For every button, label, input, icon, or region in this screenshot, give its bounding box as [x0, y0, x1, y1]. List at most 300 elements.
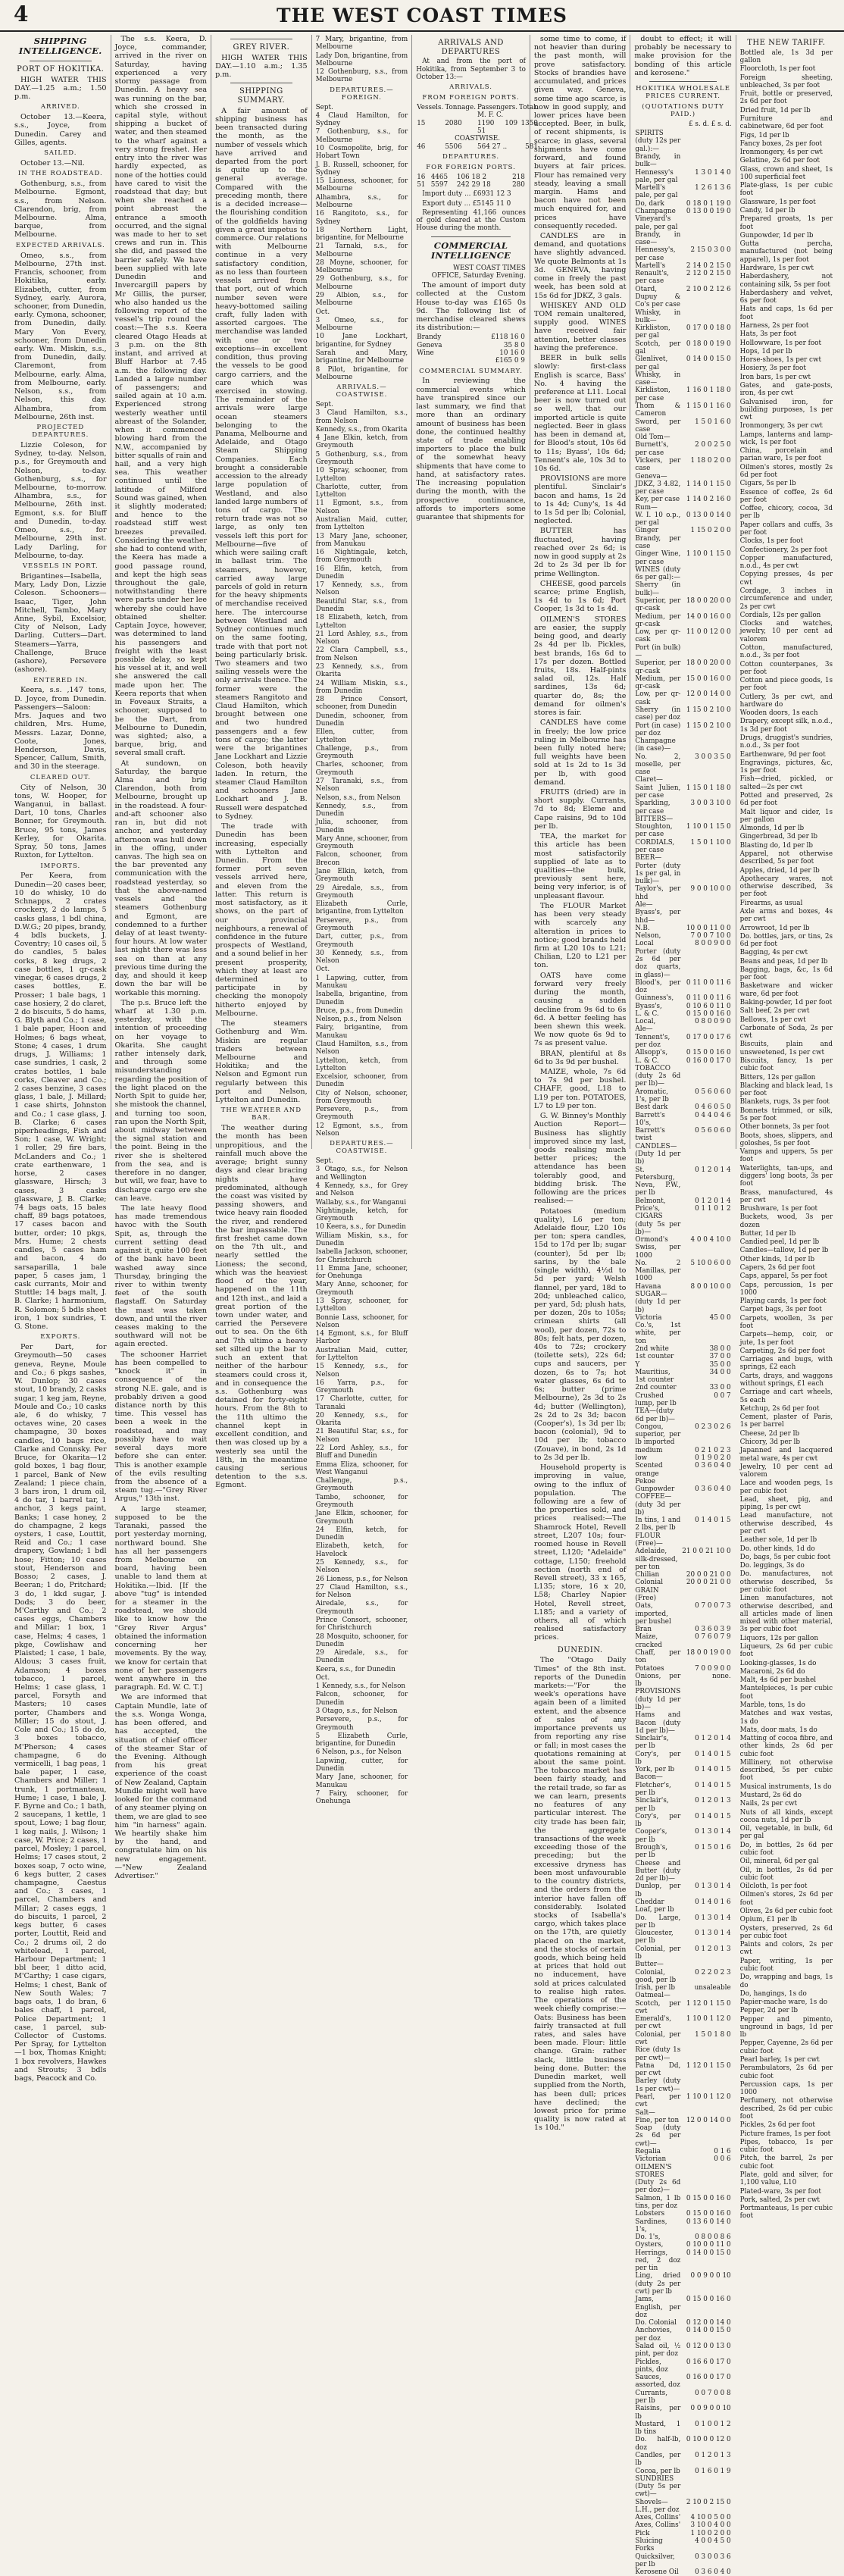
news-paragraph: The schooner Harriet has been compelled to "knock it" in consequence of the strong N.E. gale, and is probably driven a good distance north by this time. This vessel has been a week in the roadstead, and may possibly have to wait several days more before she can enter. This is another example of the evils resulting from the absence of a steam tug.—"Grey River Argus," 13th inst.	[114, 1350, 208, 1504]
list-item: Ellen, cutter, from Lyttelton	[315, 728, 408, 744]
weather-heading: THE WEATHER AND BAR.	[220, 1106, 302, 1122]
list-item: Axle arms and boxes, 4s per cwt	[739, 907, 833, 924]
price-item: Irish, per lb	[635, 1984, 675, 1992]
price-value: 0 1 4 0 1 5	[695, 1750, 731, 1758]
projected-text: Lizzie Coleson, for Sydney, to-day. Nelson, p.s., for Greymouth and Nelson, to-day. Gothenburg, s.s., for Melbourne, to-morrow. Alhambra, s.s., for Melbourne, 26th inst. Egmont, s.s. for Bluff and Dunedin, to-day. Omeo, s.s., for Melbourne, 29th inst. Lady Darling, for Melbourne, to-day.	[14, 440, 107, 560]
list-item: Do, bags, 5s per cubic foot	[739, 1553, 831, 1561]
price-value: 37 0 0	[709, 1353, 731, 1361]
list-item: Marble, tons, 1s do	[739, 1701, 805, 1709]
projected-label: PROJECTED DEPARTURES.	[32, 424, 89, 439]
price-value: 2 0 0 2 5 0	[695, 441, 731, 449]
list-item: Clocks, 1s per foot	[739, 537, 803, 546]
price-item: Congou, superior, per lb imported	[635, 1423, 681, 1447]
arrivals-departures-heading: ARRIVALS AND DEPARTURES	[438, 39, 504, 56]
price-item: CORDIALS, per case	[635, 838, 675, 854]
price-value: 0 5 6 0 6 0	[695, 1088, 731, 1096]
list-item: Lamps, lanterns and lamp-wick, 1s per foot	[739, 430, 833, 446]
list-item: Apothecary wares, not otherwise described, 3s per foot	[739, 875, 833, 899]
price-value	[681, 2046, 731, 2062]
cleared-label: CLEARED OUT.	[30, 773, 91, 781]
price-item: Dunlop, per lb	[635, 1883, 681, 1898]
price-value: 0 3 6 0 4 0	[695, 2568, 731, 2576]
price-item: Old Tom—	[635, 434, 671, 442]
list-item: BEER in bulk sells slowly: first-class English is scarce, Bass' No. 4 having the preference at L11. Local beer is now turned out so well, that our imported article is quite neglected. Beer in glass has been in demand at, for Blood's stout, 10s 6d to 11s; Byass', 10s 6d; Tennent's ale, 10s 3d to 10s 6d.	[533, 354, 627, 473]
list-item: Almonds, 1d per lb	[739, 825, 805, 833]
list-item: Glassware, 1s per foot	[739, 198, 816, 206]
price-row	[634, 1143, 731, 1166]
price-item: Cocoa, per lb	[635, 2467, 680, 2475]
price-value: 0 8 0 0 8 6	[695, 2233, 731, 2242]
price-value	[681, 1992, 731, 1999]
price-value	[681, 153, 731, 169]
price-row	[634, 1454, 731, 1462]
list-item: Persevere, p.s., for Greymouth	[315, 1716, 408, 1732]
list-item: Gingerbread, 3d per lb	[739, 833, 818, 841]
price-row	[634, 2031, 731, 2047]
price-item: Aromatic, 1's, per lb	[635, 1088, 669, 1103]
list-item: Claud Hamilton, s.s., from Nelson	[315, 1040, 408, 1056]
price-value: 3 10 0 4 0 0	[690, 2521, 731, 2530]
list-item: Hats, 3s per foot	[739, 330, 797, 339]
price-row	[634, 940, 731, 947]
price-item: 2nd counter	[635, 1384, 677, 1392]
divider	[431, 236, 511, 237]
list-item: Do, hangings, 1s do	[739, 1989, 807, 1998]
list-item: Cement, plaster of Paris, 1s per barrel	[739, 1413, 833, 1429]
list-item: Copper manufactured, n.o.d., 4s per cwt	[739, 554, 833, 571]
list-item: 11 Egmont, s.s., from Nelson	[315, 499, 408, 515]
price-item: Glenlivet, per gal	[635, 355, 668, 371]
price-row	[634, 2164, 731, 2195]
price-item: Superior, per qr-cask	[635, 597, 681, 613]
price-item: Low, per qr-cask	[635, 690, 681, 706]
arrivals-label: ARRIVALS.	[449, 83, 492, 92]
table-cell: 106 18 2	[456, 173, 487, 181]
price-row	[634, 153, 731, 169]
list-item: Harness, 2s per foot	[739, 321, 809, 330]
price-value: 7 0 0 7 10 0	[690, 932, 731, 941]
price-item: Cooper's, per lb	[635, 1828, 667, 1844]
list-item: Carpeting, 2s 6d per foot	[739, 1347, 826, 1355]
price-item: WINES (duty 6s per gal):—	[635, 565, 681, 582]
price-value	[681, 2475, 731, 2499]
price-item: Barley (duty 1s per cwt)—	[635, 2077, 681, 2093]
list-item: OILMEN'S STORES are easier, the supply being good, and dearly 2s 4d per lb. Pickles, best brands, 16s 6d to 17s per dozen. Bottled fruits, 18s. Half-pints salad oil, 12s. Half sardines, 13s 6d; quarter do, 8s; the demand for oilmen's stores is fair.	[533, 615, 627, 718]
arrivals-table	[416, 104, 539, 151]
list-item: Dunedin, schooner, from Dunedin	[315, 712, 408, 728]
price-value: 0 14 0 0 15 0	[686, 2327, 731, 2335]
table-cell: 564 27 ..	[477, 142, 508, 151]
price-row	[634, 1673, 731, 1689]
price-value: 38 0 0	[709, 1345, 731, 1353]
list-item: 12 Egmont, s.s., from Nelson	[315, 1122, 408, 1138]
price-value	[681, 2164, 731, 2195]
list-item: Firearms, as usual	[739, 899, 803, 907]
price-row	[634, 1649, 731, 1665]
table-cell: 16	[417, 173, 426, 181]
price-item: Anchovies, per doz	[635, 2327, 672, 2343]
price-value: 1 10 0 1 15 0	[686, 823, 731, 831]
price-value: 11 0 0 12 0 0	[686, 628, 731, 637]
price-row	[634, 2109, 731, 2117]
price-row	[634, 1711, 731, 1735]
price-item: Quicksilver, per lb	[635, 2553, 675, 2568]
list-item: Jane Elkin, schooner, for Greymouth	[315, 1510, 408, 1526]
list-item: Dart, cutter, p.s., from Greymouth	[315, 933, 408, 949]
list-item: Gutta percha, manufactured (not being apparel), 1s per foot	[739, 240, 833, 264]
price-item: Salad oil, ½ pint, per doz	[635, 2343, 681, 2358]
list-item: 16 Yarra, p.s., for Greymouth	[315, 1379, 408, 1395]
list-item: Jane Elkin, ketch, from Greymouth	[315, 868, 408, 884]
exports-label: EXPORTS.	[40, 1333, 81, 1341]
price-row	[634, 675, 731, 691]
price-item: Champagne Vineyard's pale, per gal	[635, 207, 678, 231]
list-item: 29 Airedale, s.s., for Dunedin	[315, 1649, 408, 1665]
list-item: Matches and wax vestas, 1s do	[739, 1710, 833, 1726]
tariff-heading: THE NEW TARIFF.	[747, 39, 826, 47]
price-value: 1 12 0 1 15 0	[686, 1999, 731, 2008]
price-row	[634, 2374, 731, 2390]
price-value: 0 16 0 0 17 0	[686, 1056, 731, 1065]
price-item: Hams and Bacon (duty 1d per lb)—	[635, 1711, 681, 1735]
price-row	[634, 1025, 731, 1033]
price-value	[681, 473, 731, 480]
import-duty: Import duty ... £6931 12 3	[422, 190, 511, 199]
price-value: 12 0 0 14 0 0	[686, 2116, 731, 2124]
price-row	[634, 2499, 731, 2515]
price-item: GRAIN (Free)	[635, 1586, 659, 1602]
price-item: N.B.	[635, 924, 650, 932]
list-item: Wallaby, s.s., for Wanganui	[315, 1198, 407, 1207]
duty-item: Geneva	[417, 341, 442, 349]
shipping-heading: SHIPPING INTELLIGENCE.	[18, 36, 102, 57]
list-item: Cutlery, 3s per cwt, and hardware do	[739, 693, 833, 709]
price-value: 15 0 0 16 0 0	[686, 675, 731, 683]
price-item: Brandy, in bulk—	[635, 152, 681, 169]
price-value: 0 13 6 0 14 0	[686, 2218, 731, 2226]
price-item: Colonial, good, per lb	[635, 1968, 677, 1984]
list-item: Horse-shoes, 1s per cwt	[739, 356, 822, 365]
list-item: Essence of coffee, 2s 6d per foot	[739, 488, 833, 504]
price-value: 0 7 0 0 7 3	[695, 1602, 731, 1610]
table-cell: 581	[525, 142, 538, 151]
price-row	[634, 776, 731, 784]
list-item: Sept.	[315, 103, 333, 111]
price-row	[634, 1384, 731, 1391]
list-item: 18 Northern Light, brigantine, for Melbourne	[315, 226, 408, 243]
table-header: Total.	[519, 104, 538, 112]
price-item: Price's,	[635, 1204, 661, 1213]
price-row	[634, 130, 731, 153]
news-paragraph: The p.s. Bruce left the wharf at 1.30 p.m. yesterday, with the intention of proceeding on her voyage to Okarita. She caught rather intensely dark, and through some misunderstanding regarding the position of the light placed on the North Spit to guide her, she mistook the channel, and turning too soon, ran upon the North Spit, about midway between the signal station and the point. Being in the river she is sheltered from the sea, and is therefore in no danger, but will, we fear, have to discharge cargo ere she can leave.	[114, 998, 208, 1203]
price-item: Victoria Co.'s, 1st white, per ton	[635, 1313, 681, 1345]
price-value: 18 0 0 20 0 0	[686, 597, 731, 605]
price-value: 0 16 0 0 17 0	[686, 2374, 731, 2382]
list-item: FRUITS (dried) are in short supply. Currants, 7d to 8d; Eleme and Cape raisins, 9d to 10d per lb.	[533, 788, 627, 831]
price-value: 0 1 4 0 1 5	[695, 1516, 731, 1525]
price-item: Best dark	[635, 1103, 668, 1112]
list-item: Cordials, 12s per gallon	[739, 611, 821, 619]
list-item: Dried fruit, 1d per lb	[739, 106, 811, 114]
list-item: Other kinds, 1d per lb	[739, 1255, 815, 1263]
imports-text: Per Keera, from Dunedin—20 cases beer, 10 do whisky, 10 do Schnapps, 2 crates crockery, 2 do lamps, 5 casks glass, 1 bdl china, D.W.G.; 20 pipes, brandy, 4 bdls buckets, J. Coventry; 10 cases oil, 5 do candles, 5 bales corks, 8 keg drugs, 2 case bottles, 1 qr-cask vinegar, 6 cases drugs, 2 cases bottles, E. Prosser; 1 bale bags, 1 case hosiery, 2 do claret, 2 do biscuits, 5 do hams, G. Blyth and Co.; 1 case, 1 bale paper, Hoon and Holmes; 6 bags wheat, Stone; 4 cases, 1 drum drugs, J. Williams; 1 case sundries, 1 cask, 2 crates bottles, 1 bale corks, Cleaver and Co.; 2 cases benzine, 3 cases glass, 1 bale, J. Millard; 1 case shirts, Johnston and Co.; 1 case glass, J. B. Clarke; 6 cases piperheadings, Fish and Son; 1 case, W. Wright; 1 roller, 29 fire bars, McLanders and Co.; 1 crate earthenware, 1 horse, 2 cases glassware, Hirsch; 3 cases, 3 casks glassware, J. B. Clarke; 74 bags oats, 15 bales chaff, 89 bags potatoes, 17 cases bacon and butter, order; 10 pkgs, Mrs. Hume; 2 chests candles, 5 cases ham and bacon, 4 do sarsaparilla, 1 bale paper, 5 cases jam, 1 cask currants, Moir and Stuttle; 14 bags malt, J. B. Clarke; 1 harmonium, R. Solomon; 5 bdls sheet iron, 1 box sundries, T. G. Stone.	[14, 872, 107, 1332]
price-value: 0 0 6	[714, 2155, 731, 2164]
price-item: Oysters,	[635, 2241, 664, 2249]
list-item: Picture frames, 1s per foot	[739, 2130, 831, 2138]
price-row	[634, 2210, 731, 2218]
entered-text: Keera, s.s. ,147 tons, D. Joyce, from Dunedin. Passengers—Saloon: Mrs. Jaques and two children, Mrs. Hume, Messrs. Lazar, Donne, Coote, Jones, Henderson, Davis, Spencer, Callum, Smith, and 30 in the steerage.	[14, 686, 107, 772]
column-6	[530, 35, 631, 2133]
price-item: Ling, dried (duty 2s per cwt) per lb	[635, 2272, 681, 2296]
price-value: 0 14 0 0 15 0	[686, 2249, 731, 2257]
list-item: CANDLES are in demand, and quotations have slightly advanced. We quote Belmonts at 1s 3d. GENEVA, having come in freely the past week, has been sold at 15s 6d for JDKZ, 3 gals.	[533, 232, 627, 300]
price-value: 0 1 9 0 2 0	[695, 1454, 731, 1462]
list-item: Elizabeth, ketch, for Havelock	[315, 1542, 408, 1558]
price-item: Oatmeal—	[635, 1992, 671, 2000]
price-value: 0 1 0 0 1 2	[695, 2420, 731, 2428]
price-value: 33 0 0	[709, 1384, 731, 1392]
price-row	[634, 901, 731, 909]
price-item: Kerosene Oil	[635, 2568, 679, 2576]
price-row	[634, 1361, 731, 1369]
list-item: Plated-ware, 3s per foot	[739, 2187, 821, 2196]
price-row	[634, 1797, 731, 1813]
grey-river-high-water: HIGH WATER THIS DAY.—1.10 a.m.; 1.35 p.m.	[215, 53, 308, 80]
price-row	[634, 1018, 731, 1025]
list-item: Bitters, 12s per gallon	[739, 1073, 816, 1081]
list-item: Challenge, p.s., from Greymouth	[315, 744, 408, 761]
price-value: 0 1 2 0 1 4	[695, 1197, 731, 1205]
price-value: 4 10 0 5 0 0	[690, 2514, 731, 2522]
list-item: Percussion caps, 1s per 1000	[739, 2080, 833, 2097]
price-value: 0 3 6 0 3 9	[695, 1626, 731, 1634]
list-item: BUTTER has fluctuated, having reached over 2s 6d; is now in good supply at 2s 2d to 2s 3d per lb for prime Wellington.	[533, 527, 627, 578]
table-header: Tonnage.	[445, 104, 477, 112]
list-item: BRAN, plentiful at 8s 6d to 3s 9d per bushel.	[533, 1049, 627, 1066]
price-item: Burnett's, per case	[635, 441, 669, 457]
price-value: 0 2 3 0 2 6	[695, 1423, 731, 1431]
list-item: Candy, 1d per lb	[739, 207, 796, 215]
price-item: Currants, per lb	[635, 2389, 667, 2405]
price-row	[634, 2319, 731, 2327]
price-value	[681, 1213, 731, 1236]
list-item: Cotton, manufactured, n.o.d., 3s per foot	[739, 643, 833, 660]
table-cell: 5597	[430, 180, 449, 189]
price-value: 0 1 5 0 1 6	[695, 1844, 731, 1851]
price-item: Ale—	[635, 900, 653, 909]
price-item: St. Petersburg, Neva, P.W., per lb	[635, 1166, 681, 1197]
price-row	[634, 1579, 731, 1586]
list-item: 16 Rangitoto, s.s., for Sydney	[315, 210, 408, 226]
list-item: Pipes, tobacco, 1s per cubic foot	[739, 2138, 833, 2155]
departures-table	[416, 174, 526, 189]
price-value	[681, 231, 731, 247]
price-item: Do. 1's,	[635, 2233, 661, 2242]
price-item: CANDLES—(Duty 1d per lb)	[635, 1142, 681, 1166]
price-item: PROVISIONS (duty 1d per lb)—	[635, 1688, 681, 1711]
price-value: 1 15 0 2 0 0	[690, 527, 731, 535]
list-item: Musical instruments, 1s do	[739, 1783, 832, 1791]
duty-amount: 10 16 0	[499, 349, 525, 357]
list-item: 21 Beautiful Star, s.s., for Nelson	[315, 1428, 408, 1444]
price-row	[634, 1571, 731, 1579]
price-value: 0 1 2 0 1 3	[695, 1797, 731, 1805]
list-item: Floorcloth, 1s per foot	[739, 65, 816, 74]
price-row	[634, 706, 731, 722]
list-item: Carpet bags, 3s per foot	[739, 1306, 822, 1314]
list-item: Leather sole, 1d per lb	[739, 1536, 817, 1545]
price-row	[634, 1213, 731, 1236]
price-item: BEER—	[635, 854, 662, 862]
price-value: 0 0 7	[714, 1391, 731, 1400]
price-item: Ormond's Swiss, per 1000	[635, 1236, 681, 1260]
tariff-list	[740, 49, 833, 2221]
list-item: Brass, manufactured, 4s per cwt	[739, 1188, 833, 1204]
price-item: Soap (duty 2s 6d per cwt)—	[635, 2124, 681, 2148]
list-item: Boots, shoes, slippers, and goloshes, 5s per foot	[739, 1131, 833, 1147]
price-value: 0 10 6 0 11 0	[686, 1002, 731, 1010]
price-row	[634, 184, 731, 200]
list-item: Bottled ale, 1s 3d per gallon	[739, 49, 833, 64]
price-row	[634, 1516, 731, 1532]
list-item: Oysters, preserved, 2s 6d per cubic foot	[739, 1924, 833, 1940]
list-item: Hosiery, 3s per foot	[739, 365, 806, 373]
price-row	[634, 1197, 731, 1205]
price-value: 18 0 0 20 0 0	[686, 659, 731, 668]
price-item: Saint Julien, per case	[635, 784, 681, 800]
price-value	[681, 1291, 731, 1314]
price-item: Havana	[635, 1282, 661, 1291]
price-value: 1 3 0 1 4 0	[695, 168, 731, 177]
list-item: 26 Lioness, p.s., for Nelson	[315, 1575, 408, 1583]
price-row	[634, 932, 731, 940]
price-item: Shovels—L.H., per doz	[635, 2498, 680, 2514]
table-row	[416, 333, 526, 341]
table-row	[416, 181, 526, 189]
list-item: Ironmongery, 3s per cwt	[739, 422, 823, 430]
list-item: 8 Pilot, brigantine, for Melbourne	[315, 365, 408, 381]
price-row	[634, 1626, 731, 1633]
price-value: 8 0 0 10 0 0	[690, 1282, 731, 1291]
price-item: 2nd white	[635, 1345, 669, 1353]
table-row	[416, 357, 526, 365]
list-item: Pickles, 2s 6d per foot	[739, 2121, 815, 2130]
duty-amount: £165 0 9	[495, 357, 525, 365]
price-item: COFFEE—(duty 3d per lb)	[635, 1493, 681, 1516]
price-row	[634, 1291, 731, 1314]
price-row	[634, 2155, 731, 2163]
list-item: Clocks and watches, jewelry, 10 per cent ad valorem	[739, 620, 833, 643]
price-value: 34 0 0	[709, 1368, 731, 1376]
price-item: Sherry (in case) per doz	[635, 706, 681, 722]
price-item: Colonial, per lb	[635, 1945, 681, 1961]
list-item: Bellows, 1s per cwt	[739, 1016, 806, 1024]
list-item: Nelson, s.s., from Nelson	[315, 793, 401, 802]
price-item: Thom & Cameron	[635, 402, 681, 418]
price-item: No. 2, moselle, per case	[635, 753, 681, 777]
list-item: Basketware and wicker ware, 6d per foot	[739, 982, 833, 998]
list-item: 21 Lord Ashley, s.s., from Nelson	[315, 630, 408, 646]
list-item: 29 Gothenburg, s.s., for Melbourne	[315, 275, 408, 291]
price-value	[681, 434, 731, 441]
price-item: Oats, imported, per bushel	[635, 1602, 671, 1626]
list-item: Gunpowder, 1d per lb	[739, 231, 814, 239]
price-item: low	[635, 1454, 648, 1462]
price-value: 2 14 0 2 15 0	[686, 261, 731, 270]
price-value	[681, 504, 731, 512]
price-row	[634, 2077, 731, 2093]
price-row	[634, 504, 731, 512]
price-item: Do. Large, per lb	[635, 1914, 681, 1930]
price-value: 1 15 0 1 18 0	[686, 784, 731, 792]
price-row	[634, 1992, 731, 1999]
price-row	[634, 1860, 731, 1883]
list-item: Emma Eliza, schooner, for West Wanganui	[315, 1460, 408, 1476]
price-value	[681, 2077, 731, 2093]
price-row	[634, 2468, 731, 2475]
price-value	[681, 948, 731, 979]
list-item: Waterlights, tan-ups, and diggers' long boots, 3s per foot	[739, 1164, 833, 1188]
price-item: L. & C.	[635, 1009, 659, 1018]
price-value: 0 12 0 0 14 0	[686, 2319, 731, 2327]
price-row	[634, 1049, 731, 1056]
table-cell: 242 29 18	[456, 180, 491, 189]
price-row	[634, 2296, 731, 2319]
price-value: 0 10 0 0 12 0	[686, 2436, 731, 2444]
list-item: Caps, apparel, 5s per foot	[739, 1272, 828, 1281]
price-row	[634, 2117, 731, 2124]
price-row	[634, 480, 731, 496]
price-value	[681, 581, 731, 597]
list-item: Plate-glass, 1s per cubic foot	[739, 182, 833, 198]
price-item: Lobsters	[635, 2210, 665, 2218]
table-header-row	[416, 104, 539, 120]
news-paragraph: A large steamer, supposed to be the Taranaki, passed the port yesterday morning, northward bound. She has all her passengers from Melbourne on board, having been unable to land them at Hokitika.—Ibid. [If the above "tug" is intended for a steamer in the roadstead, we should like to know how the "Grey River Argus" obtained the information concerning her movements. By the way, we know for certain that none of her passengers went anywhere in the paragraph. Ed. W. C. T.]	[114, 1504, 208, 1692]
list-item: 7 Gothenburg, s.s., for Melbourne	[315, 128, 408, 144]
commercial-intro: The amount of import duty collected at the Custom House to-day was £165 0s 9d. The following list of merchandise cleared shews its distribution:—	[416, 281, 526, 333]
price-item: Ginger Wine, per case	[635, 550, 681, 566]
price-value	[681, 1773, 731, 1781]
price-row	[634, 948, 731, 979]
price-row	[634, 1088, 731, 1104]
price-value: 9 0 0 10 0 0	[690, 885, 731, 894]
list-item: Household property is improving in value, owing to the influx of population. The following are a few of the properties sold, and prices realised:—The Shamrock Hotel, Revell street, L207 10s; four-roomed house in Revell street, L120; "Adelaide" cottage, L150; freehold section (north end of Revell street), 33 x 165, L135; store, 16 x 20, L58; Charley Napier Hotel, Revell street, L185; and a variety of others, all of which realised satisfactory prices.	[533, 1463, 627, 1642]
list-item: 17 Kennedy, s.s., from Nelson	[315, 581, 408, 597]
price-row	[634, 340, 731, 356]
table-cell: 46	[417, 142, 426, 151]
high-water: HIGH WATER THIS DAY.—1.25 a.m.; 1.50 p.m.	[14, 75, 107, 102]
price-item: Whisky, in case—	[635, 371, 681, 387]
list-item: Fruit, bottle or preserved, 2s 6d per foot	[739, 90, 833, 106]
price-row	[634, 925, 731, 932]
price-row	[634, 2390, 731, 2405]
price-row	[634, 2421, 731, 2437]
list-item: Olives, 2s 6d per cubic foot	[739, 1907, 833, 1915]
price-row	[634, 246, 731, 262]
price-item: Claret—	[635, 776, 663, 784]
price-row	[634, 512, 731, 527]
price-row	[634, 2046, 731, 2062]
commercial-summary-text: In reviewing the commercial events which have transpired since our last summary, we find that more than an ordinary amount of business has been done, the continued healthy state of trade enabling importers to place the bulk of the somewhat heavy shipments that have come to hand, at satisfactory rates. The increasing population during the month, with the prospective continuance, affords to importers some guarantee that shipments for	[416, 377, 526, 521]
list-item: Mary Anne, schooner, from Greymouth	[315, 834, 408, 851]
list-item: 12 Gothenburg, s.s., from Melbourne	[315, 68, 408, 84]
price-item: Local	[635, 940, 654, 948]
price-item: TOBACCO (duty 2s 6d per lb)—	[635, 1064, 681, 1088]
list-item: Haberdashery and velvet, 6s per foot	[739, 289, 833, 305]
list-item: WHISKEY AND OLD TOM remain unaltered, supply good. WINES have received fair attention, better classes having the preference.	[533, 301, 627, 352]
price-value	[681, 909, 731, 925]
list-item: Persevere, p.s., from Greymouth	[315, 916, 408, 932]
